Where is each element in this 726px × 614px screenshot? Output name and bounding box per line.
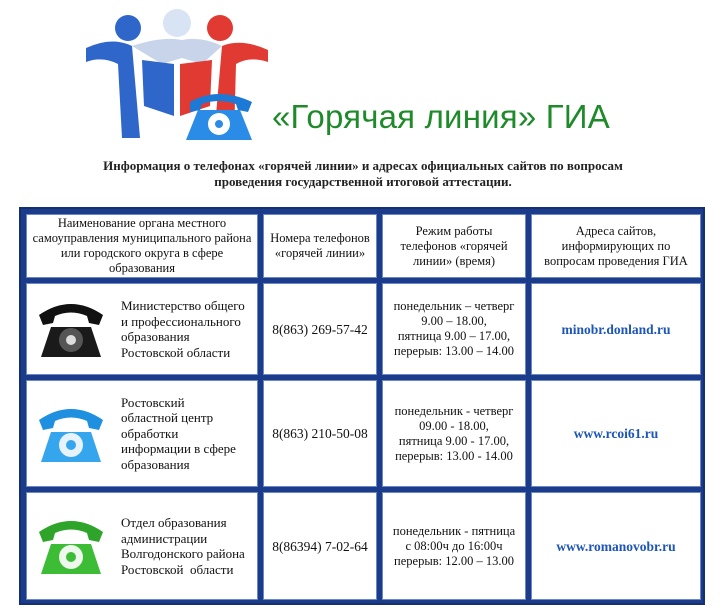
schedule-line: с 08:00ч до 16:00ч	[405, 538, 503, 553]
schedule-line: перерыв: 13.00 – 14.00	[394, 344, 514, 358]
table-row-1-schedule	[382, 283, 526, 375]
org-line: Министерство общего	[121, 298, 245, 313]
org-line: образования	[121, 456, 190, 472]
table-row-3-phone: 8(86394) 7-02-64	[263, 492, 377, 600]
column-header-organization: Наименование органа местного самоуправления муниципального района или городского округа в сфере образования	[26, 214, 258, 278]
schedule-line: перерыв: 12.00 – 13.00	[394, 553, 514, 568]
column-header-sites: Адреса сайтов, информирующих по вопросам проведения ГИА	[531, 214, 701, 278]
org-line: областной центр	[121, 410, 214, 426]
subtitle	[40, 158, 686, 190]
organization-name	[121, 298, 245, 360]
schedule-line: 9.00 – 18.00,	[421, 314, 487, 328]
schedule-line: пятница 9.00 - 17.00,	[398, 433, 510, 448]
org-line: Отдел образования	[121, 515, 227, 530]
page-title: «Горячая линия» ГИА	[272, 98, 610, 135]
subtitle-line-1: Информация о телефонах «горячей линии» и адресах официальных сайтов по вопросам	[103, 158, 623, 173]
black-rotary-phone-icon	[33, 297, 109, 361]
table-row-1-site-cell	[531, 283, 701, 375]
gia-logo	[82, 6, 272, 142]
site-link-romanovobr[interactable]: www.romanovobr.ru	[556, 538, 676, 554]
table-row-2-organization	[26, 380, 258, 487]
table-row-1-organization	[26, 283, 258, 375]
blue-rotary-phone-icon	[33, 402, 109, 466]
org-line: информации в сфере	[121, 441, 236, 457]
table-row-3-schedule	[382, 492, 526, 600]
subtitle-line-2: проведения государственной итоговой аттестации.	[214, 174, 512, 189]
org-line: администрации	[121, 530, 208, 546]
schedule-line: 09.00 - 18.00,	[419, 418, 489, 433]
site-link-minobr[interactable]: minobr.donland.ru	[561, 321, 671, 337]
schedule-line: понедельник – четверг	[393, 299, 515, 313]
schedule-line: понедельник - четверг	[394, 403, 514, 418]
blue-phone-icon	[186, 94, 252, 140]
org-line: Ростовской области	[121, 561, 234, 577]
table-row-3-organization	[26, 492, 258, 600]
org-line: и профессионального	[121, 313, 241, 329]
column-header-schedule: Режим работы телефонов «горячей линии» (время)	[382, 214, 526, 278]
schedule-line: понедельник - пятница	[392, 523, 516, 538]
org-line: образования	[121, 329, 190, 344]
org-line: обработки	[121, 425, 179, 441]
org-line: Ростовский	[121, 394, 185, 410]
org-line: Ростовской области	[121, 344, 231, 360]
table-row-2-phone: 8(863) 210-50-08	[263, 380, 377, 487]
schedule-line: перерыв: 13.00 - 14.00	[395, 448, 513, 463]
green-rotary-phone-icon	[33, 514, 109, 578]
schedule-line: пятница 9.00 – 17.00,	[397, 329, 511, 343]
column-header-phone: Номера телефонов «горячей линии»	[263, 214, 377, 278]
table-row-3-site-cell	[531, 492, 701, 600]
organization-name	[121, 395, 236, 473]
hotline-table	[19, 207, 705, 605]
table-row-1-phone: 8(863) 269-57-42	[263, 283, 377, 375]
table-row-2-schedule	[382, 380, 526, 487]
organization-name	[121, 515, 245, 577]
site-link-rcoi61[interactable]: www.rcoi61.ru	[573, 426, 659, 441]
org-line: Волгодонского района	[121, 546, 245, 561]
table-row-2-site-cell	[531, 380, 701, 487]
